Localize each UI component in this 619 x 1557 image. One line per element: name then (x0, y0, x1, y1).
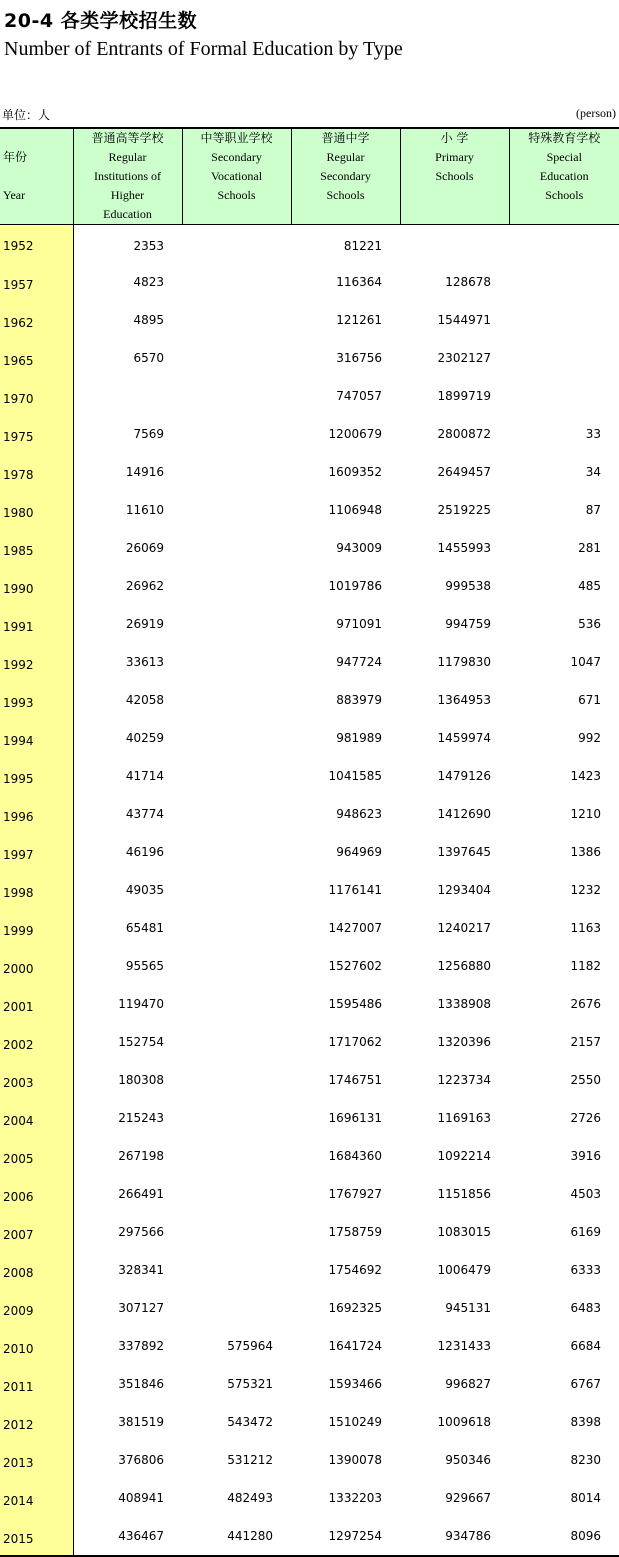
year-cell: 1997 (0, 833, 73, 871)
table-row (0, 567, 619, 605)
value-cell: 1240217 (400, 909, 509, 947)
header-en-line: Regular (292, 148, 400, 167)
value-cell: 1320396 (400, 1023, 509, 1061)
value-cell (182, 225, 291, 264)
header-cn: 中等职业学校 (183, 129, 291, 148)
table-row (0, 491, 619, 529)
value-cell: 1176141 (291, 871, 400, 909)
value-cell: 994759 (400, 605, 509, 643)
year-cell: 2000 (0, 947, 73, 985)
year-cell: 2013 (0, 1441, 73, 1479)
value-cell: 883979 (291, 681, 400, 719)
value-cell (182, 339, 291, 377)
value-cell: 128678 (400, 263, 509, 301)
value-cell: 43774 (73, 795, 182, 833)
value-cell: 1041585 (291, 757, 400, 795)
header-cn: 普通高等学校 (74, 129, 182, 148)
value-cell: 1746751 (291, 1061, 400, 1099)
table-row (0, 1327, 619, 1365)
table-row (0, 415, 619, 453)
year-cell: 1980 (0, 491, 73, 529)
value-cell: 1479126 (400, 757, 509, 795)
header-en-line: Secondary (183, 148, 291, 167)
value-cell (182, 1137, 291, 1175)
header-cn: 普通中学 (292, 129, 400, 148)
value-cell: 6570 (73, 339, 182, 377)
value-cell: 1009618 (400, 1403, 509, 1441)
value-cell: 1527602 (291, 947, 400, 985)
value-cell: 929667 (400, 1479, 509, 1517)
value-cell: 6767 (509, 1365, 619, 1403)
year-cell: 1952 (0, 225, 73, 264)
value-cell (182, 681, 291, 719)
value-cell (182, 1175, 291, 1213)
table-row (0, 1441, 619, 1479)
header-en-line: Secondary (292, 167, 400, 186)
header-en-line: Education (510, 167, 619, 186)
value-cell: 42058 (73, 681, 182, 719)
value-cell: 1106948 (291, 491, 400, 529)
year-cell: 1985 (0, 529, 73, 567)
value-cell: 1754692 (291, 1251, 400, 1289)
header-cn: 特殊教育学校 (510, 129, 619, 148)
value-cell (509, 263, 619, 301)
value-cell: 1544971 (400, 301, 509, 339)
header-en-line: Schools (401, 167, 509, 186)
value-cell: 267198 (73, 1137, 182, 1175)
value-cell: 307127 (73, 1289, 182, 1327)
value-cell: 1182 (509, 947, 619, 985)
value-cell: 1019786 (291, 567, 400, 605)
year-cell: 1962 (0, 301, 73, 339)
value-cell: 6169 (509, 1213, 619, 1251)
value-cell: 328341 (73, 1251, 182, 1289)
value-cell (182, 1251, 291, 1289)
value-cell: 948623 (291, 795, 400, 833)
year-cell: 1999 (0, 909, 73, 947)
value-cell: 945131 (400, 1289, 509, 1327)
value-cell: 1179830 (400, 643, 509, 681)
header-year (0, 128, 73, 225)
table-row (0, 1213, 619, 1251)
table-body (0, 225, 619, 1557)
value-cell (509, 225, 619, 264)
table-row (0, 301, 619, 339)
value-cell (509, 301, 619, 339)
year-cell: 2001 (0, 985, 73, 1023)
value-cell: 4503 (509, 1175, 619, 1213)
value-cell: 33613 (73, 643, 182, 681)
value-cell: 1390078 (291, 1441, 400, 1479)
value-cell: 7569 (73, 415, 182, 453)
table-row (0, 643, 619, 681)
table-row (0, 1479, 619, 1517)
value-cell: 1332203 (291, 1479, 400, 1517)
value-cell: 436467 (73, 1517, 182, 1556)
value-cell: 1232 (509, 871, 619, 909)
value-cell: 2726 (509, 1099, 619, 1137)
value-cell (182, 985, 291, 1023)
table-row (0, 1137, 619, 1175)
value-cell: 1338908 (400, 985, 509, 1023)
header-secondary-schools (291, 128, 400, 225)
value-cell: 8230 (509, 1441, 619, 1479)
value-cell: 116364 (291, 263, 400, 301)
year-cell: 1957 (0, 263, 73, 301)
value-cell: 2649457 (400, 453, 509, 491)
value-cell: 947724 (291, 643, 400, 681)
year-cell: 1992 (0, 643, 73, 681)
value-cell: 2353 (73, 225, 182, 264)
year-cell: 1970 (0, 377, 73, 415)
value-cell: 337892 (73, 1327, 182, 1365)
value-cell: 281 (509, 529, 619, 567)
year-cell: 1998 (0, 871, 73, 909)
value-cell (182, 909, 291, 947)
year-cell: 2012 (0, 1403, 73, 1441)
value-cell: 1293404 (400, 871, 509, 909)
table-row (0, 1365, 619, 1403)
value-cell: 747057 (291, 377, 400, 415)
header-en-line: Schools (292, 186, 400, 205)
value-cell: 1223734 (400, 1061, 509, 1099)
value-cell (182, 1023, 291, 1061)
table-title-chinese: 20-4 各类学校招生数 (4, 6, 197, 33)
value-cell (182, 263, 291, 301)
value-cell (182, 1289, 291, 1327)
value-cell: 1412690 (400, 795, 509, 833)
header-cn: 小 学 (401, 129, 509, 148)
value-cell: 49035 (73, 871, 182, 909)
value-cell: 1163 (509, 909, 619, 947)
header-en-line: Special (510, 148, 619, 167)
value-cell: 152754 (73, 1023, 182, 1061)
header-en-line: Education (74, 205, 182, 224)
value-cell: 1397645 (400, 833, 509, 871)
year-cell: 1993 (0, 681, 73, 719)
value-cell: 531212 (182, 1441, 291, 1479)
header-en-line: Schools (510, 186, 619, 205)
year-cell: 2004 (0, 1099, 73, 1137)
value-cell: 6483 (509, 1289, 619, 1327)
value-cell: 3916 (509, 1137, 619, 1175)
value-cell: 1083015 (400, 1213, 509, 1251)
value-cell: 950346 (400, 1441, 509, 1479)
year-cell: 2011 (0, 1365, 73, 1403)
value-cell: 2676 (509, 985, 619, 1023)
value-cell: 34 (509, 453, 619, 491)
value-cell: 485 (509, 567, 619, 605)
value-cell: 2800872 (400, 415, 509, 453)
value-cell: 1427007 (291, 909, 400, 947)
value-cell: 1692325 (291, 1289, 400, 1327)
value-cell: 1595486 (291, 985, 400, 1023)
value-cell: 408941 (73, 1479, 182, 1517)
year-cell: 1996 (0, 795, 73, 833)
value-cell: 119470 (73, 985, 182, 1023)
year-cell: 2014 (0, 1479, 73, 1517)
header-en-line: Vocational (183, 167, 291, 186)
value-cell: 376806 (73, 1441, 182, 1479)
value-cell: 46196 (73, 833, 182, 871)
value-cell: 1696131 (291, 1099, 400, 1137)
header-en-line: Higher (74, 186, 182, 205)
value-cell: 65481 (73, 909, 182, 947)
value-cell: 943009 (291, 529, 400, 567)
table-row (0, 1099, 619, 1137)
table-row (0, 339, 619, 377)
table-title-english: Number of Entrants of Formal Education by Type (4, 38, 403, 61)
value-cell: 26919 (73, 605, 182, 643)
value-cell: 934786 (400, 1517, 509, 1556)
year-cell: 1991 (0, 605, 73, 643)
value-cell (182, 605, 291, 643)
value-cell: 1047 (509, 643, 619, 681)
table-row (0, 909, 619, 947)
table-row (0, 1517, 619, 1556)
value-cell: 1593466 (291, 1365, 400, 1403)
value-cell: 1364953 (400, 681, 509, 719)
year-cell: 2003 (0, 1061, 73, 1099)
value-cell: 180308 (73, 1061, 182, 1099)
value-cell: 8398 (509, 1403, 619, 1441)
value-cell: 2157 (509, 1023, 619, 1061)
unit-label-chinese: 单位：人 (2, 106, 50, 123)
value-cell: 215243 (73, 1099, 182, 1137)
table-row (0, 263, 619, 301)
value-cell: 1210 (509, 795, 619, 833)
value-cell: 996827 (400, 1365, 509, 1403)
table-row (0, 947, 619, 985)
year-cell: 2008 (0, 1251, 73, 1289)
value-cell (182, 1213, 291, 1251)
year-cell: 2007 (0, 1213, 73, 1251)
value-cell (182, 529, 291, 567)
value-cell (509, 339, 619, 377)
table-row (0, 795, 619, 833)
value-cell (182, 415, 291, 453)
table-row (0, 529, 619, 567)
header-en-line: Institutions of (74, 167, 182, 186)
value-cell: 41714 (73, 757, 182, 795)
value-cell: 4895 (73, 301, 182, 339)
value-cell: 1758759 (291, 1213, 400, 1251)
value-cell (182, 567, 291, 605)
value-cell: 381519 (73, 1403, 182, 1441)
year-cell: 2005 (0, 1137, 73, 1175)
header-en-line: Regular (74, 148, 182, 167)
value-cell (182, 1099, 291, 1137)
value-cell: 2519225 (400, 491, 509, 529)
value-cell: 6333 (509, 1251, 619, 1289)
header-higher-education (73, 128, 182, 225)
year-cell: 2006 (0, 1175, 73, 1213)
value-cell: 1386 (509, 833, 619, 871)
value-cell: 266491 (73, 1175, 182, 1213)
value-cell: 87 (509, 491, 619, 529)
value-cell: 316756 (291, 339, 400, 377)
value-cell (182, 947, 291, 985)
header-year-cn: 年份 (3, 148, 73, 167)
entrants-table (0, 127, 619, 1557)
year-cell: 1978 (0, 453, 73, 491)
value-cell: 2302127 (400, 339, 509, 377)
value-cell (73, 377, 182, 415)
value-cell (182, 757, 291, 795)
value-cell (400, 225, 509, 264)
value-cell: 1767927 (291, 1175, 400, 1213)
value-cell: 1231433 (400, 1327, 509, 1365)
value-cell: 33 (509, 415, 619, 453)
value-cell: 1169163 (400, 1099, 509, 1137)
table-row (0, 757, 619, 795)
value-cell: 441280 (182, 1517, 291, 1556)
value-cell: 11610 (73, 491, 182, 529)
header-row (0, 128, 619, 225)
value-cell: 26962 (73, 567, 182, 605)
header-en-line: Schools (183, 186, 291, 205)
table-row (0, 871, 619, 909)
table-row (0, 377, 619, 415)
value-cell (182, 643, 291, 681)
table-row (0, 833, 619, 871)
table-row (0, 1251, 619, 1289)
header-primary-schools (400, 128, 509, 225)
value-cell: 8014 (509, 1479, 619, 1517)
table-row (0, 1023, 619, 1061)
value-cell: 6684 (509, 1327, 619, 1365)
table-row (0, 605, 619, 643)
table-row (0, 1061, 619, 1099)
value-cell: 121261 (291, 301, 400, 339)
value-cell: 964969 (291, 833, 400, 871)
table-row (0, 1403, 619, 1441)
table-row (0, 453, 619, 491)
value-cell: 4823 (73, 263, 182, 301)
table-row (0, 985, 619, 1023)
value-cell: 971091 (291, 605, 400, 643)
value-cell: 992 (509, 719, 619, 757)
value-cell: 575321 (182, 1365, 291, 1403)
value-cell: 543472 (182, 1403, 291, 1441)
value-cell: 40259 (73, 719, 182, 757)
value-cell (182, 795, 291, 833)
value-cell: 1684360 (291, 1137, 400, 1175)
value-cell: 1423 (509, 757, 619, 795)
value-cell: 297566 (73, 1213, 182, 1251)
value-cell: 1006479 (400, 1251, 509, 1289)
value-cell: 1256880 (400, 947, 509, 985)
table-row (0, 681, 619, 719)
year-cell: 1965 (0, 339, 73, 377)
value-cell: 351846 (73, 1365, 182, 1403)
year-cell: 2010 (0, 1327, 73, 1365)
value-cell (182, 833, 291, 871)
value-cell: 26069 (73, 529, 182, 567)
value-cell: 575964 (182, 1327, 291, 1365)
value-cell (182, 719, 291, 757)
value-cell: 95565 (73, 947, 182, 985)
value-cell (182, 871, 291, 909)
value-cell: 1151856 (400, 1175, 509, 1213)
table-row (0, 719, 619, 757)
value-cell: 536 (509, 605, 619, 643)
value-cell: 8096 (509, 1517, 619, 1556)
year-cell: 2009 (0, 1289, 73, 1327)
header-en-line: Primary (401, 148, 509, 167)
value-cell: 1510249 (291, 1403, 400, 1441)
value-cell: 1717062 (291, 1023, 400, 1061)
value-cell: 1455993 (400, 529, 509, 567)
unit-label-english: (person) (576, 106, 616, 121)
value-cell: 1641724 (291, 1327, 400, 1365)
header-special-education (509, 128, 619, 225)
year-cell: 2002 (0, 1023, 73, 1061)
value-cell (182, 301, 291, 339)
year-cell: 2015 (0, 1517, 73, 1556)
header-vocational-schools (182, 128, 291, 225)
value-cell: 1459974 (400, 719, 509, 757)
table-row (0, 1289, 619, 1327)
value-cell: 671 (509, 681, 619, 719)
value-cell: 1200679 (291, 415, 400, 453)
value-cell: 1899719 (400, 377, 509, 415)
year-cell: 1975 (0, 415, 73, 453)
value-cell: 2550 (509, 1061, 619, 1099)
year-cell: 1990 (0, 567, 73, 605)
value-cell: 1297254 (291, 1517, 400, 1556)
value-cell (182, 377, 291, 415)
value-cell: 482493 (182, 1479, 291, 1517)
value-cell (182, 453, 291, 491)
value-cell: 1609352 (291, 453, 400, 491)
year-cell: 1994 (0, 719, 73, 757)
header-year-en: Year (3, 186, 73, 205)
value-cell (182, 491, 291, 529)
value-cell: 81221 (291, 225, 400, 264)
value-cell: 999538 (400, 567, 509, 605)
year-cell: 1995 (0, 757, 73, 795)
table-row (0, 1175, 619, 1213)
table-row (0, 225, 619, 264)
value-cell: 14916 (73, 453, 182, 491)
value-cell: 1092214 (400, 1137, 509, 1175)
value-cell (182, 1061, 291, 1099)
value-cell (509, 377, 619, 415)
value-cell: 981989 (291, 719, 400, 757)
